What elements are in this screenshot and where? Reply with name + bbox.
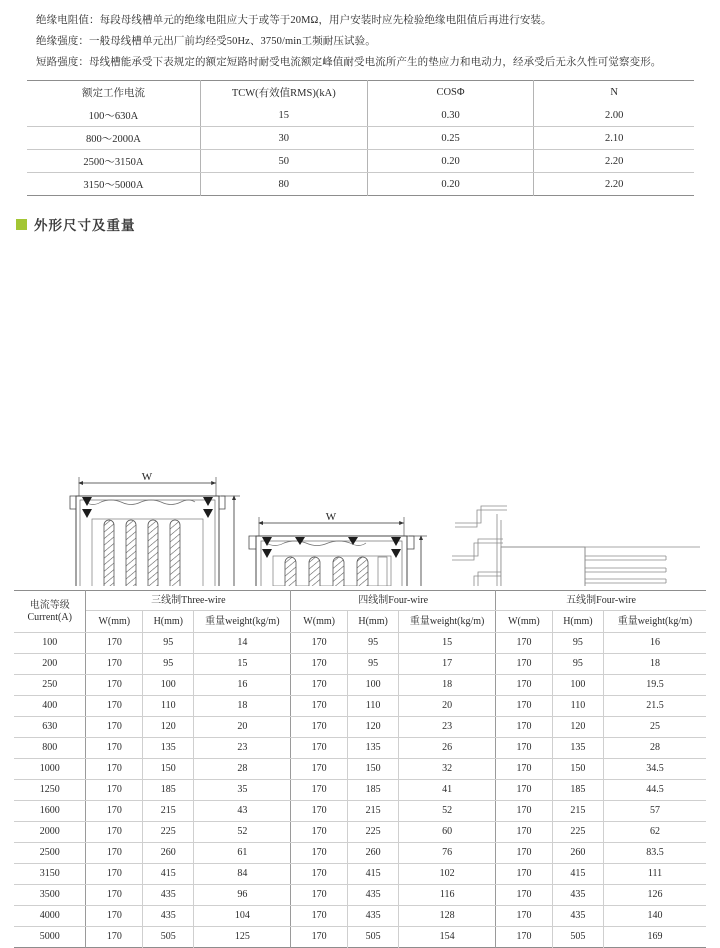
- cell-h-five-wire: 100: [552, 675, 603, 696]
- cell-current: 630: [14, 717, 86, 738]
- cell-w-three-wire: 170: [86, 738, 143, 759]
- cell-w-five-wire: 170: [496, 822, 553, 843]
- table-row: [14, 654, 706, 675]
- cell-current: 1600: [14, 801, 86, 822]
- cell-h-four-wire: 435: [348, 906, 399, 927]
- cell-weight-four-wire: 32: [399, 759, 496, 780]
- header-group-four-wire: 四线制Four-wire: [291, 591, 496, 611]
- cell-h-four-wire: 215: [348, 801, 399, 822]
- svg-text:W: W: [325, 511, 337, 523]
- cell-weight-five-wire: 21.5: [604, 696, 706, 717]
- cell-weight-four-wire: 116: [399, 885, 496, 906]
- short-circuit-table: [27, 80, 694, 196]
- cell-h-five-wire: 415: [552, 864, 603, 885]
- cell-weight-four-wire: 20: [399, 696, 496, 717]
- header-h-five-wire: H(mm): [552, 611, 603, 633]
- cell-current: 4000: [14, 906, 86, 927]
- cell-current: 2500: [14, 843, 86, 864]
- cell-h-five-wire: 110: [552, 696, 603, 717]
- cell-weight-three-wire: 61: [194, 843, 291, 864]
- cell-n: 2.20: [605, 178, 624, 190]
- cell-h-four-wire: 95: [348, 633, 399, 654]
- header-current-level-cn: 电流等级: [29, 599, 70, 611]
- cell-h-five-wire: 215: [552, 801, 603, 822]
- cell-weight-five-wire: 169: [647, 931, 663, 942]
- cell-w-four-wire: 170: [291, 654, 348, 675]
- table-group-header-row: [14, 591, 706, 611]
- table-row: [14, 759, 706, 780]
- table-row: [14, 696, 706, 717]
- cell-w-five-wire: 170: [496, 696, 553, 717]
- cell-w-five-wire: 170: [496, 717, 553, 738]
- cell-w-three-wire: 170: [86, 633, 143, 654]
- cell-h-three-wire: 135: [143, 738, 194, 759]
- cell-tcw: 30: [200, 127, 367, 150]
- header-n: N: [610, 87, 618, 98]
- cell-h-four-wire: 225: [348, 822, 399, 843]
- cell-h-five-wire: 260: [552, 843, 603, 864]
- intro-line-insulation-strength: 绝缘强度：一般母线槽单元出厂前均经受50Hz、3750/min工频耐压试验。: [36, 36, 376, 47]
- cell-weight-three-wire: 14: [194, 633, 291, 654]
- cell-w-four-wire: 170: [291, 738, 348, 759]
- cell-h-five-wire: 435: [552, 906, 603, 927]
- cell-weight-four-wire: 18: [399, 675, 496, 696]
- cell-w-five-wire: 170: [496, 864, 553, 885]
- header-weight-five-wire: 重量weight(kg/m): [604, 611, 706, 633]
- cell-w-three-wire: 170: [86, 759, 143, 780]
- cell-h-five-wire: 505: [552, 927, 603, 948]
- cell-weight-four-wire: 154: [399, 927, 496, 948]
- cell-w-five-wire: 170: [496, 759, 553, 780]
- cell-current: 100: [14, 633, 86, 654]
- short-circuit-table-head: [27, 81, 694, 105]
- cell-h-five-wire: 120: [552, 717, 603, 738]
- cell-h-three-wire: 185: [143, 780, 194, 801]
- cell-current: 1000: [14, 759, 86, 780]
- short-circuit-table-body: [27, 104, 694, 196]
- table-row: [14, 927, 706, 948]
- cell-w-three-wire: 170: [86, 864, 143, 885]
- header-w-four-wire: W(mm): [291, 611, 348, 633]
- cell-h-five-wire: 135: [552, 738, 603, 759]
- cell-w-four-wire: 170: [291, 822, 348, 843]
- cell-w-four-wire: 170: [291, 801, 348, 822]
- cell-weight-five-wire: 140: [604, 906, 706, 927]
- header-h-four-wire: H(mm): [348, 611, 399, 633]
- cell-current: 800: [14, 738, 86, 759]
- cell-rated-current: 2500～3150A: [27, 150, 200, 173]
- cell-h-three-wire: 100: [143, 675, 194, 696]
- cell-w-three-wire: 170: [86, 717, 143, 738]
- table-sub-header-row: [14, 611, 706, 633]
- cell-h-three-wire: 505: [143, 927, 194, 948]
- table-row: [27, 150, 694, 173]
- header-weight-three-wire: 重量weight(kg/m): [194, 611, 291, 633]
- header-cos-phi: COSΦ: [367, 81, 534, 105]
- header-h-three-wire: H(mm): [143, 611, 194, 633]
- cell-weight-three-wire: 43: [194, 801, 291, 822]
- cell-weight-four-wire: 26: [399, 738, 496, 759]
- cell-weight-five-wire: 19.5: [604, 675, 706, 696]
- table-row: [27, 104, 694, 127]
- dimensions-table: [14, 590, 706, 948]
- cell-w-three-wire: 170: [86, 780, 143, 801]
- cell-current: 200: [14, 654, 86, 675]
- cell-w-four-wire: 170: [291, 675, 348, 696]
- cell-w-five-wire: 170: [496, 633, 553, 654]
- cell-w-four-wire: 170: [291, 864, 348, 885]
- cell-weight-three-wire: 23: [194, 738, 291, 759]
- cell-w-three-wire: 170: [86, 885, 143, 906]
- drawing-left-elevation: [70, 471, 240, 586]
- cell-w-five-wire: 170: [496, 801, 553, 822]
- cell-h-four-wire: 110: [348, 696, 399, 717]
- svg-text:W: W: [141, 471, 153, 483]
- table-header-row: [27, 81, 694, 105]
- cell-weight-five-wire: 16: [604, 633, 706, 654]
- cell-w-three-wire: 170: [86, 675, 143, 696]
- intro-paragraphs: [0, 0, 720, 73]
- cell-current: 3150: [14, 864, 86, 885]
- cell-tcw: 80: [200, 173, 367, 196]
- square-bullet-icon: [16, 219, 27, 230]
- cell-weight-five-wire: 62: [604, 822, 706, 843]
- cell-h-three-wire: 435: [143, 885, 194, 906]
- table-row: [14, 843, 706, 864]
- cell-rated-current: 100～630A: [27, 104, 200, 127]
- cell-h-three-wire: 120: [143, 717, 194, 738]
- cell-cos-phi: 0.30: [367, 104, 534, 127]
- dimensions-table-body: [14, 633, 706, 948]
- table-row: [14, 675, 706, 696]
- cell-w-five-wire: 170: [496, 906, 553, 927]
- cell-weight-four-wire: 128: [399, 906, 496, 927]
- cell-h-four-wire: 100: [348, 675, 399, 696]
- cell-h-five-wire: 95: [552, 654, 603, 675]
- cell-current: 1250: [14, 780, 86, 801]
- section-heading: [16, 214, 720, 234]
- table-row: [14, 738, 706, 759]
- cell-weight-three-wire: 20: [194, 717, 291, 738]
- cell-h-five-wire: 185: [552, 780, 603, 801]
- cell-h-three-wire: 215: [143, 801, 194, 822]
- cell-weight-three-wire: 15: [194, 654, 291, 675]
- cell-rated-current: 3150～5000A: [27, 173, 200, 196]
- cell-weight-four-wire: 17: [399, 654, 496, 675]
- cell-w-five-wire: 170: [496, 927, 553, 948]
- cell-w-three-wire: 170: [86, 927, 143, 948]
- cell-h-three-wire: 260: [143, 843, 194, 864]
- cell-weight-three-wire: 96: [194, 885, 291, 906]
- cell-w-four-wire: 170: [291, 927, 348, 948]
- cell-n: 2.20: [534, 150, 694, 173]
- cell-h-four-wire: 150: [348, 759, 399, 780]
- cell-h-three-wire: 95: [143, 633, 194, 654]
- cell-weight-five-wire: 111: [604, 864, 706, 885]
- cell-w-three-wire: 170: [86, 696, 143, 717]
- cell-w-four-wire: 170: [291, 780, 348, 801]
- cell-h-three-wire: 95: [143, 654, 194, 675]
- cell-weight-four-wire: 102: [399, 864, 496, 885]
- busway-cross-section-drawing: [0, 234, 720, 586]
- table-row: [27, 173, 694, 196]
- section-title: 外形尺寸及重量: [34, 218, 136, 234]
- table-row: [14, 801, 706, 822]
- cell-current: 400: [14, 696, 86, 717]
- dimensions-table-head: [14, 591, 706, 633]
- cell-w-five-wire: 170: [496, 675, 553, 696]
- cell-w-five-wire: 170: [496, 738, 553, 759]
- cell-h-three-wire: 435: [143, 906, 194, 927]
- cell-weight-five-wire: 44.5: [604, 780, 706, 801]
- cell-h-four-wire: 260: [348, 843, 399, 864]
- cell-weight-three-wire: 125: [194, 927, 291, 948]
- cell-w-three-wire: 170: [86, 801, 143, 822]
- header-tcw: TCW(有效值RMS)(kA): [200, 81, 367, 105]
- table-row: [14, 864, 706, 885]
- cell-cos-phi: 0.25: [367, 127, 534, 150]
- cell-weight-five-wire: 18: [604, 654, 706, 675]
- cell-weight-three-wire: 16: [194, 675, 291, 696]
- cell-weight-five-wire: 28: [604, 738, 706, 759]
- dimensions-table-wrapper: [14, 590, 706, 948]
- cell-w-four-wire: 170: [291, 633, 348, 654]
- header-current-level: [14, 591, 86, 633]
- cell-rated-current: 800～2000A: [27, 127, 200, 150]
- cell-h-four-wire: 435: [348, 885, 399, 906]
- cell-cos-phi: 0.20: [367, 173, 534, 196]
- table-row: [14, 906, 706, 927]
- cell-current: 5000: [14, 927, 86, 948]
- cell-weight-four-wire: 23: [399, 717, 496, 738]
- cell-h-four-wire: 135: [348, 738, 399, 759]
- cell-h-three-wire: 150: [143, 759, 194, 780]
- cell-w-four-wire: 170: [291, 843, 348, 864]
- table-row: [14, 717, 706, 738]
- cell-w-three-wire: 170: [86, 906, 143, 927]
- cell-w-four-wire: 170: [291, 696, 348, 717]
- cell-h-three-wire: 110: [143, 696, 194, 717]
- short-circuit-table-wrapper: [27, 80, 694, 196]
- cell-h-four-wire: 505: [348, 927, 399, 948]
- cell-weight-three-wire: 52: [194, 822, 291, 843]
- cell-tcw: 50: [200, 150, 367, 173]
- cell-tcw: 15: [200, 104, 367, 127]
- cell-h-five-wire: 435: [552, 885, 603, 906]
- cell-h-four-wire: 95: [348, 654, 399, 675]
- header-group-three-wire: 三线制Three-wire: [86, 591, 291, 611]
- cell-w-four-wire: 170: [291, 717, 348, 738]
- cell-weight-three-wire: 28: [194, 759, 291, 780]
- cell-weight-four-wire: 52: [399, 801, 496, 822]
- cell-h-five-wire: 150: [552, 759, 603, 780]
- cell-weight-three-wire: 35: [194, 780, 291, 801]
- cell-w-five-wire: 170: [496, 843, 553, 864]
- cell-weight-four-wire: 60: [399, 822, 496, 843]
- cell-n: 2.10: [534, 127, 694, 150]
- intro-line-short-circuit-strength: 短路强度：母线槽能承受下表规定的额定短路时耐受电流额定峰值耐受电流所产生的垫应力和电动力，经承受后无永久性可觉察变形。: [36, 57, 662, 68]
- header-rated-current: 额定工作电流: [27, 81, 200, 105]
- cell-w-three-wire: 170: [86, 843, 143, 864]
- header-w-three-wire: W(mm): [86, 611, 143, 633]
- cell-weight-three-wire: 104: [194, 906, 291, 927]
- table-row: [14, 822, 706, 843]
- cell-weight-four-wire: 76: [399, 843, 496, 864]
- cell-w-five-wire: 170: [496, 780, 553, 801]
- cell-w-five-wire: 170: [496, 885, 553, 906]
- cell-weight-four-wire: 41: [399, 780, 496, 801]
- cell-w-four-wire: 170: [291, 885, 348, 906]
- cell-h-five-wire: 95: [552, 633, 603, 654]
- table-row: [14, 633, 706, 654]
- table-row: [14, 780, 706, 801]
- cell-w-three-wire: 170: [86, 822, 143, 843]
- cell-h-five-wire: 225: [552, 822, 603, 843]
- cell-weight-five-wire: 25: [604, 717, 706, 738]
- header-group-five-wire: 五线制Four-wire: [496, 591, 706, 611]
- cell-weight-three-wire: 18: [194, 696, 291, 717]
- drawing-middle-elevation: [249, 511, 427, 586]
- drawing-right-upper-schematic: [449, 506, 700, 586]
- cell-w-three-wire: 170: [86, 654, 143, 675]
- cell-w-five-wire: 170: [496, 654, 553, 675]
- technical-drawings: [0, 234, 720, 586]
- header-weight-four-wire: 重量weight(kg/m): [399, 611, 496, 633]
- cell-h-three-wire: 415: [143, 864, 194, 885]
- cell-h-four-wire: 415: [348, 864, 399, 885]
- cell-weight-five-wire: 83.5: [604, 843, 706, 864]
- cell-weight-four-wire: 15: [399, 633, 496, 654]
- cell-cos-phi: 0.20: [367, 150, 534, 173]
- cell-current: 3500: [14, 885, 86, 906]
- cell-weight-five-wire: 126: [604, 885, 706, 906]
- table-row: [14, 885, 706, 906]
- cell-h-three-wire: 225: [143, 822, 194, 843]
- cell-h-four-wire: 120: [348, 717, 399, 738]
- header-w-five-wire: W(mm): [496, 611, 553, 633]
- table-row: [27, 127, 694, 150]
- cell-w-four-wire: 170: [291, 759, 348, 780]
- cell-current: 250: [14, 675, 86, 696]
- cell-weight-five-wire: 34.5: [604, 759, 706, 780]
- cell-current: 2000: [14, 822, 86, 843]
- cell-n: 2.00: [534, 104, 694, 127]
- cell-weight-three-wire: 84: [194, 864, 291, 885]
- header-current-level-en: Current(A): [27, 611, 72, 623]
- intro-line-insulation-resistance: 绝缘电阻值：每段母线槽单元的绝缘电阻应大于或等于20MΩ，用户安装时应先检验绝缘电阻值后再进行安装。: [36, 15, 552, 26]
- cell-w-four-wire: 170: [291, 906, 348, 927]
- cell-weight-five-wire: 57: [604, 801, 706, 822]
- cell-h-four-wire: 185: [348, 780, 399, 801]
